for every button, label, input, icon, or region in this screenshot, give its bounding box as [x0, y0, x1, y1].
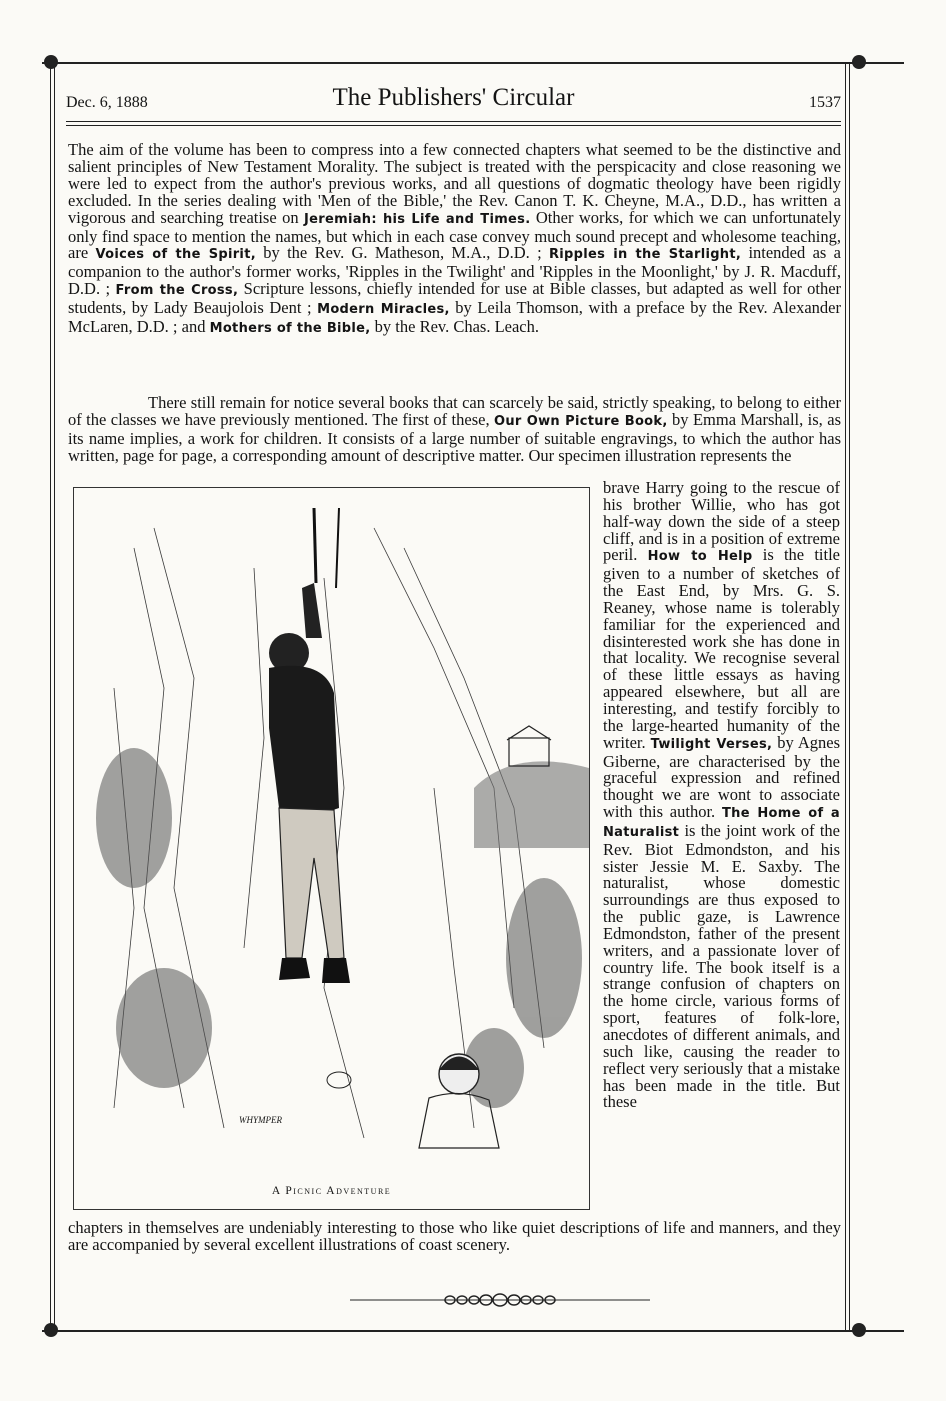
- issue-date: Dec. 6, 1888: [66, 94, 148, 111]
- book-title: How to Help: [647, 549, 753, 565]
- left-border-rule: [50, 62, 55, 1330]
- book-title: Our Own Picture Book,: [494, 413, 668, 429]
- book-title: Twilight Verses,: [650, 736, 773, 752]
- review-paragraph: The aim of the volume has been to compress into a few connected chapters what seemed to be the distinctive and salient principles of New Testament Morality. The subject is treated with the perspicacity and close reasoning we were led to expect from the author's previous works, and all questions of dogmatic theology have been rigidly excluded. In the series dealing with 'Men of the Bible,' the Rev. Canon T. K. Cheyne, M.A., D.D., has written a vigorous and searching treatise on Jeremiah: his Life and Times. Other works, for which we can unfortunately only find space to mention the names, but which in each case convey much sound precept and wholesome teaching, are Voices of the Spirit, by the Rev. G. Matheson, M.A., D.D. ; Ripples in the Starlight, intended as a companion to the author's former works, 'Ripples in the Twilight' and 'Ripples in the Moonlight,' by J. R. Macduff, D.D. ; From the Cross, Scripture lessons, chiefly intended for use at Bible classes, but adapted as well for other students, by Lady Beaujolois Dent ; Modern Miracles, by Leila Thomson, with a preface by the Rev. Alexander McLaren, D.D. ; and Mothers of the Bible, by the Rev. Chas. Leach.: [68, 140, 842, 337]
- review-paragraph: brave Harry going to the rescue of his brother Willie, who has got half-way down the side of a steep cliff, and is in a position of extreme peril. How to Help is the title given to a number of sketches of the East End, by Mrs. G. S. Reaney, whose name is tolerably familiar for the experienced and disinterested work she has done in that locality. We recognise several of these little essays as having appeared elsewhere, but all are interesting, and testify forcibly to the large-hearted humanity of the writer. Twilight Verses, by Agnes Giberne, are characterised by the graceful expression and refined thought we are wont to associate with this author. The Home of a Naturalist is the joint work of the Rev. Biot Edmondston, and his sister Jessie M. E. Saxby. The naturalist, whose domestic surroundings are thus exposed to the public gaze, is Lawrence Edmondston, father of the present writers, and a passionate lover of country life. The book itself is a strange confusion of chapters on the home circle, various forms of sport, features of folk-lore, anecdotes of different animals, and such like, causing the reader to reflect very seriously that a mistake has been made in the title. But these: [603, 478, 840, 1112]
- corner-ornament-icon: [852, 55, 866, 69]
- corner-ornament-icon: [852, 1323, 866, 1337]
- bottom-border-rule: [42, 1330, 904, 1332]
- right-border-rule: [845, 62, 850, 1330]
- illustration-caption: A Picnic Adventure: [271, 1185, 392, 1197]
- corner-ornament-icon: [44, 1323, 58, 1337]
- book-title: Mothers of the Bible,: [209, 321, 371, 337]
- cliff-climber-engraving: [74, 488, 589, 1209]
- review-paragraph: chapters in themselves are undeniably interesting to those who like quiet descriptions of life and manners, and they are accompanied by several excellent illustrations of coast scenery.: [68, 1218, 841, 1254]
- header-rule: [66, 121, 841, 122]
- journal-title: The Publishers' Circular: [332, 84, 575, 111]
- review-paragraph: There still remain for notice several books that can scarcely be said, strictly speaking, to belong to either of the classes we have previously mentioned. The first of these, Our Own Picture Book, by Emma Marshall, is, as its name implies, a work for children. It consists of a large number of suitable engravings, to which the author has written, page for page, a corresponding amount of descriptive matter. Our specimen illustration represents the: [68, 393, 841, 465]
- book-title: Ripples in the Starlight,: [548, 247, 742, 263]
- book-title: Voices of the Spirit,: [95, 247, 256, 263]
- closing-ornament-icon: [330, 1293, 670, 1307]
- corner-ornament-icon: [44, 55, 58, 69]
- engraving-illustration: [73, 487, 590, 1210]
- book-title: Modern Miracles,: [317, 302, 450, 318]
- page-number: 1537: [809, 94, 841, 111]
- engraver-signature: WHYMPER: [239, 1115, 282, 1125]
- header-rule: [66, 125, 841, 126]
- top-border-rule: [42, 62, 904, 64]
- book-title: The Home of a Naturalist: [603, 806, 840, 840]
- book-title: Jeremiah: his Life and Times.: [304, 211, 531, 227]
- book-title: From the Cross,: [115, 283, 239, 299]
- running-header: [66, 84, 841, 118]
